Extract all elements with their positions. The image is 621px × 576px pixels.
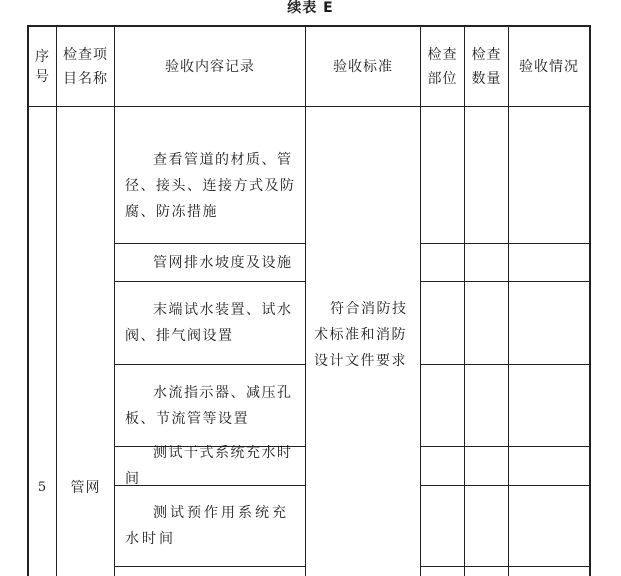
row-divider-3b [420,364,589,365]
col-divider-6 [508,25,509,576]
header-standard [306,27,420,106]
row-divider-6b [420,566,589,567]
table-row-content-2 [115,244,305,281]
row-content-text: 测试预作用系统充水时间 [125,505,289,547]
group-item-name [57,470,114,506]
header-item-name [57,27,114,106]
table-row-content-7 [115,567,305,576]
header-quantity [465,27,508,106]
row-divider-2b [420,281,589,282]
table-row-content-1 [115,107,305,243]
header-location [421,27,464,106]
group-standard-text: 符合消防技术标准和消防设计文件要求 [314,301,408,369]
table-row-content-6 [115,486,305,566]
header-content-record [115,27,305,106]
table-row-content-5 [115,447,305,485]
row-content-text: 测试干式系统充水时间 [125,445,293,487]
header-seq [29,27,56,106]
header-result [509,27,589,106]
header-divider [27,106,591,107]
group-standard [306,296,420,380]
row-content-text: 水流指示器、减压孔板、节流管等设置 [125,384,293,427]
header-content-record-text: 验收内容记录 [165,58,255,75]
header-location-text: 检查部位 [427,46,458,87]
header-standard-text: 验收标准 [333,58,393,75]
row-content-text: 管网排水坡度及设施 [153,254,293,271]
header-seq-text: 序号 [35,48,50,85]
header-quantity-text: 检查数量 [471,46,502,87]
col-divider-5 [464,25,465,576]
row-content-text: 末端试水装置、试水阀、排气阀设置 [125,302,293,344]
group-seq-text: 5 [37,480,48,495]
header-item-name-text: 检查项目名称 [63,46,108,87]
row-divider-5b [420,485,589,486]
group-item-name-text: 管网 [70,480,101,496]
table-border-right [589,25,591,576]
header-result-text: 验收情况 [519,58,579,75]
table-row-content-3 [115,282,305,364]
col-divider-4 [420,25,421,576]
row-content-text: 查看管道的材质、管径、接头、连接方式及防腐、防冻措施 [125,152,296,220]
group-seq [29,470,56,506]
row-divider-1b [420,243,589,244]
row-divider-4b [420,446,589,447]
table-caption: 续表 E [287,0,334,16]
table-row-content-4 [115,365,305,446]
